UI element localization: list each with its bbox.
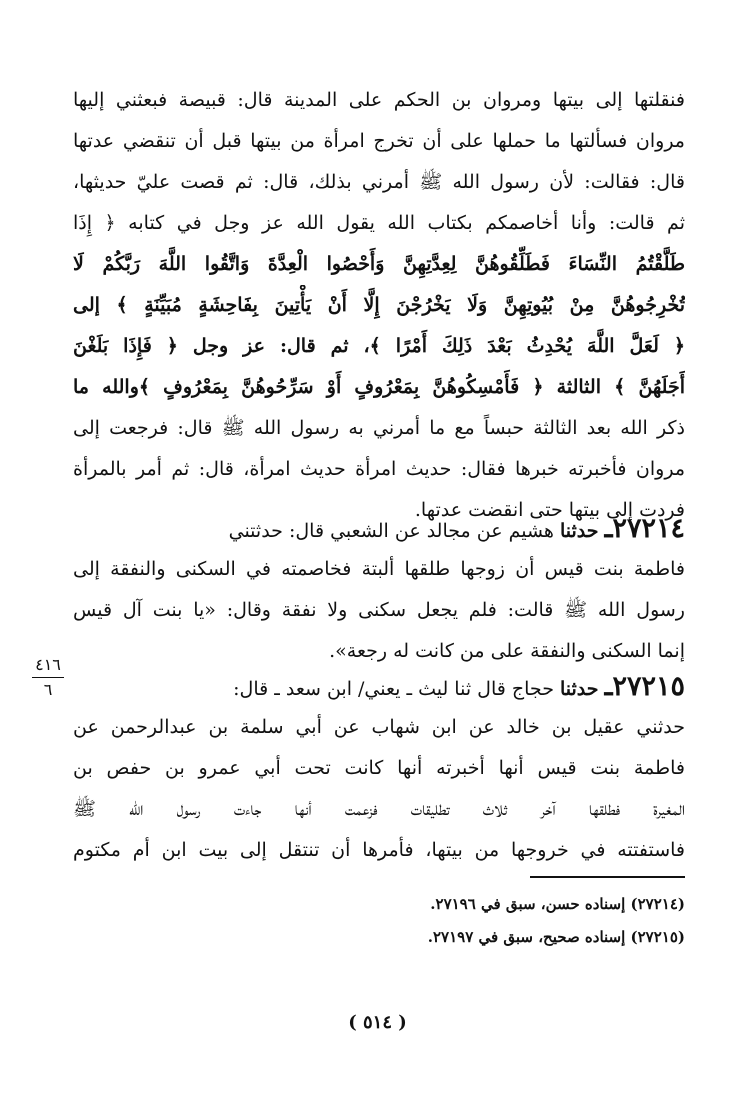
hadith-chain: هشيم عن مجالد عن الشعبي قال: حدثتني: [228, 520, 554, 542]
page-number: ( ٥١٤ ): [348, 1012, 407, 1033]
hadith-first-line: [73, 666, 685, 707]
quran-verse-line: ﴿ لَعَلَّ اللَّهَ يُحْدِثُ بَعْدَ ذَلِكَ أَمْرًا ﴾، ثم قال: عز وجل ﴿ فَإِذَا بَلَغْنَ: [73, 335, 685, 357]
hadith-number: ٢٧٢١٥ـ: [604, 671, 685, 702]
text-line: مروان فأخبرته خبرها فقال: حديث امرأة حديث امرأة، قال: ثم أمر بالمرأة: [73, 458, 685, 480]
main-text: [73, 80, 685, 531]
quran-verse-line: تُخْرِجُوهُنَّ مِنْ بُيُوتِهِنَّ وَلَا يَخْرُجْنَ إِلَّا أَنْ يَأْتِينَ بِفَاحِشَةٍ مُبَيِّنَةٍ ﴾ إلى: [73, 294, 685, 316]
text-line: رسول الله ﷺ قالت: فلم يجعل سكنى ولا نفقة وقال: «يا بنت آل قيس: [73, 599, 685, 621]
margin-ref-rule: [32, 677, 64, 678]
hadith-27214: [73, 508, 685, 672]
text-line: إنما السكنى والنفقة على من كانت له رجعة».: [329, 640, 685, 662]
hadith-first-line: [73, 508, 685, 549]
manuscript-page-ref: [28, 655, 68, 700]
text-line: فاطمة بنت قيس أنها أخبرته أنها كانت تحت أبي عمرو بن حفص بن: [73, 757, 685, 779]
text-line: ثم قالت: وأنا أخاصمكم بكتاب الله يقول الله عز وجل في كتابه ﴿ إِذَا: [73, 212, 685, 234]
hadith-lead: حدثنا: [559, 520, 599, 542]
hadith-27215: [73, 666, 685, 871]
footnote: (٢٧٢١٥) إسناده صحيح، سبق في ٢٧١٩٧.: [427, 928, 685, 946]
text-line: فاستفتته في خروجها من بيتها، فأمرها أن تنتقل إلى بيت ابن أم مكتوم: [73, 839, 685, 861]
text-line: فنقلتها إلى بيتها ومروان بن الحكم على المدينة قال: قبيصة فبعثني إليها: [73, 89, 685, 111]
hadith-number: ٢٧٢١٤ـ: [604, 513, 685, 544]
hadith-chain: حجاج قال ثنا ليث ـ يعني/ ابن سعد ـ قال:: [233, 678, 554, 700]
text-line: المغيرة فطلقها آخر ثلاث تطليقات فزعمت أنها جاءت رسول الله ﷺ: [73, 798, 685, 820]
footnote-separator: [530, 876, 685, 878]
text-line: قال: فقالت: لأن رسول الله ﷺ أمرني بذلك، قال: ثم قصت عليّ حديثها،: [73, 171, 685, 193]
footnotes: [73, 888, 685, 954]
text-line: فردت إلى بيتها حتى انقضت عدتها.: [414, 499, 685, 521]
quran-verse-line: طَلَّقْتُمُ النِّسَاءَ فَطَلِّقُوهُنَّ لِعِدَّتِهِنَّ وَأَحْصُوا الْعِدَّةَ وَاتَّقُوا اللَّهَ رَبَّكُمْ لَا: [73, 253, 685, 275]
hadith-lead: حدثنا: [559, 678, 599, 700]
quran-verse-line: أَجَلَهُنَّ ﴾ الثالثة ﴿ فَأَمْسِكُوهُنَّ بِمَعْرُوفٍ أَوْ سَرِّحُوهُنَّ بِمَعْرُوفٍ ﴾والله ما: [73, 376, 685, 398]
text-line: ذكر الله بعد الثالثة حبساً مع ما أمرني به رسول الله ﷺ قال: فرجعت إلى: [73, 417, 685, 439]
text-line: حدثني عقيل بن خالد عن ابن شهاب عن أبي سلمة بن عبدالرحمن عن: [73, 716, 685, 738]
text-line: فاطمة بنت قيس أن زوجها طلقها ألبتة فخاصمته في السكنى والنفقة إلى: [73, 558, 685, 580]
margin-ref-bottom: ٦: [43, 680, 53, 699]
text-line: مروان فسألتها ما حملها على أن تخرج امرأة من بيتها قبل أن تنقضي عدتها: [73, 130, 685, 152]
margin-ref-top: ٤١٦: [35, 655, 61, 674]
footnote: (٢٧٢١٤) إسناده حسن، سبق في ٢٧١٩٦.: [430, 895, 685, 913]
